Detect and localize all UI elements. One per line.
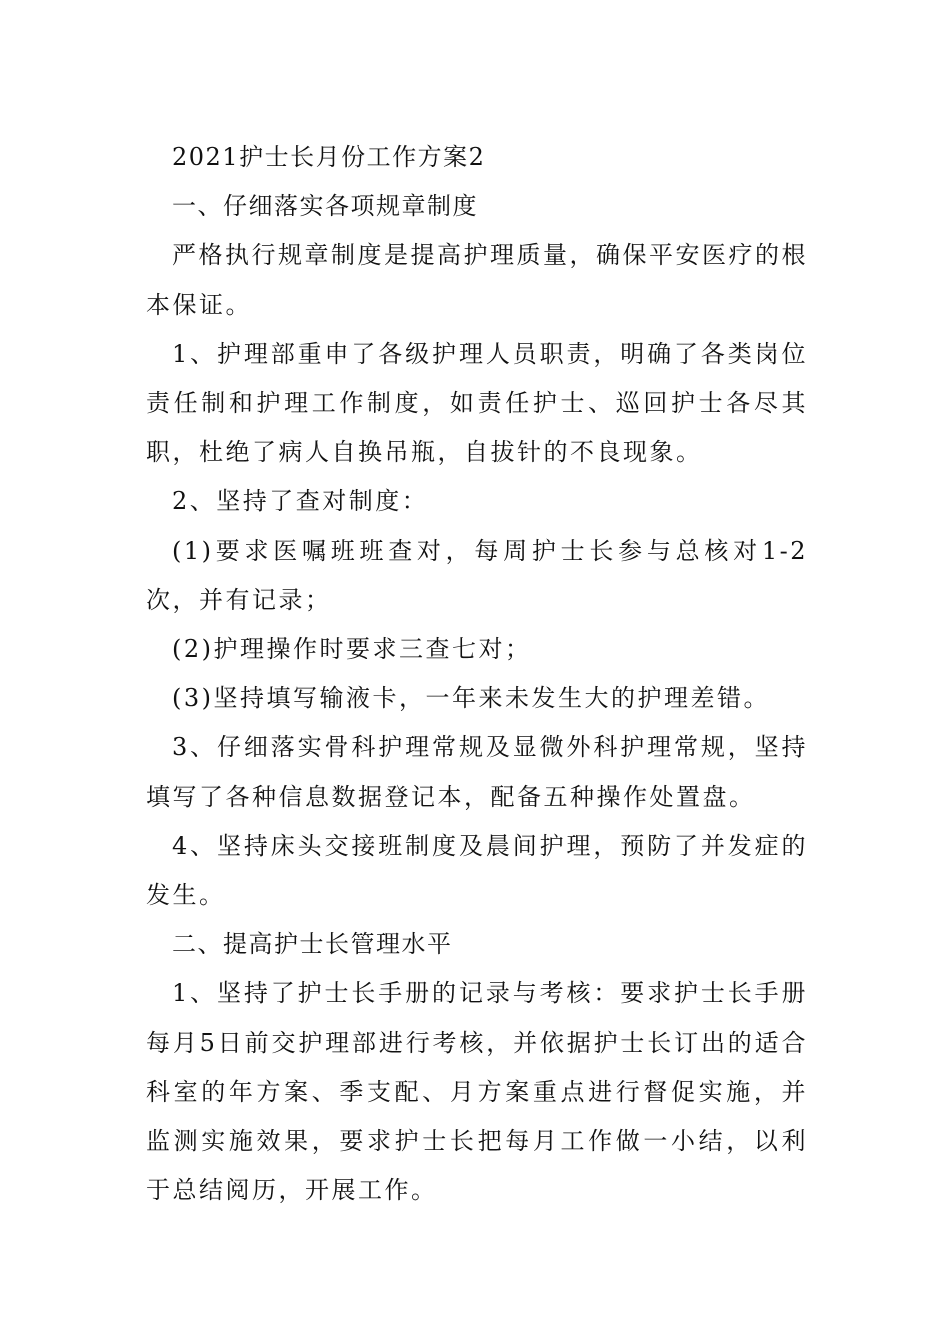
paragraph-intro: 严格执行规章制度是提高护理质量，确保平安医疗的根本保证。 — [146, 241, 808, 319]
paragraph-item-4: 4、坚持床头交接班制度及晨间护理，预防了并发症的发生。 — [146, 831, 808, 910]
paragraph-section2-item-1: 1、坚持了护士长手册的记录与考核：要求护士长手册每月5日前交护理部进行考核，并依据护士长订出的适合科室的年方案、季支配、月方案重点进行督促实施，并监测实施效果，要求护士长把每月工作做一小结，以利于总结阅历，开展工作。 — [146, 979, 808, 1205]
paragraph-subitem-1: (1)要求医嘱班班查对，每周护士长参与总核对1-2次，并有记录； — [146, 536, 808, 614]
paragraph-item-2: 2、坚持了查对制度： — [172, 487, 429, 516]
section-heading-1: 一、仔细落实各项规章制度 — [172, 192, 478, 221]
paragraph-item-3: 3、仔细落实骨科护理常规及显微外科护理常规，坚持填写了各种信息数据登记本，配备五种操作处置盘。 — [146, 733, 808, 811]
section-heading-2: 二、提高护士长管理水平 — [172, 930, 453, 959]
paragraph-subitem-2: (2)护理操作时要求三查七对； — [172, 635, 532, 664]
paragraph-item-1: 1、护理部重申了各级护理人员职责，明确了各类岗位责任制和护理工作制度，如责任护士、巡回护士各尽其职，杜绝了病人自换吊瓶，自拔针的不良现象。 — [146, 339, 808, 467]
document-body — [146, 133, 808, 1215]
paragraph-subitem-3: (3)坚持填写输液卡，一年来未发生大的护理差错。 — [172, 684, 770, 713]
document-title: 2021护士长月份工作方案2 — [172, 143, 486, 171]
